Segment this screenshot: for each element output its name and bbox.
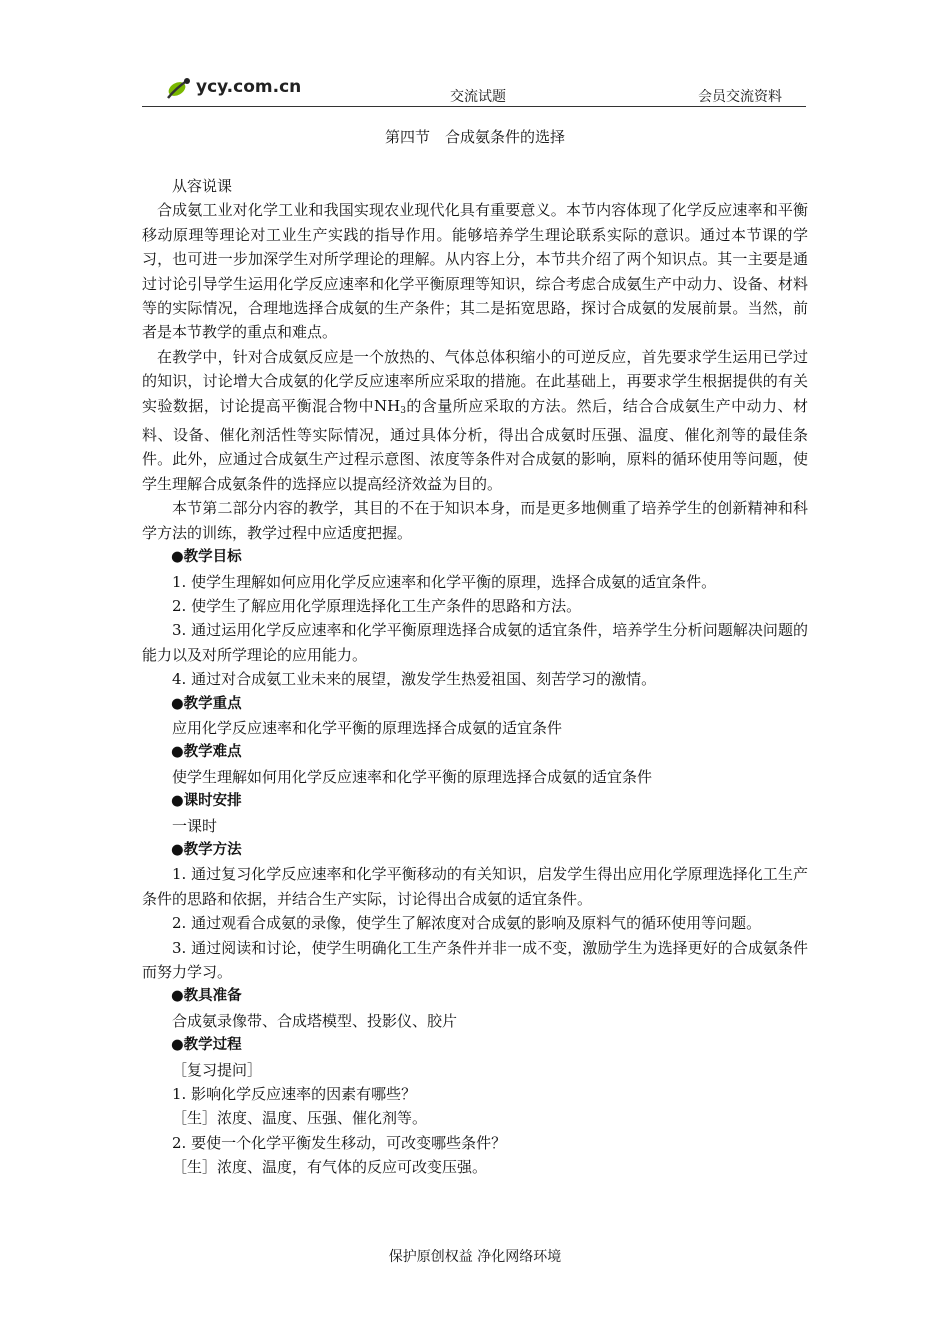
page-footer: 保护原创权益 净化网络环境 [388, 1249, 562, 1265]
question-item: 1. 影响化学反应速率的因素有哪些？ [172, 1085, 417, 1104]
method-item: 3. 通过阅读和讨论，使学生明确化工生产条件并非一成不变，激励学生为选择更好的合成氨条件而努力学习。 [142, 938, 808, 981]
difficulties-text: 使学生理解如何用化学反应速率和化学平衡的原理选择合成氨的适宜条件 [172, 767, 653, 786]
paragraph-1: 合成氨工业对化学工业和我国实现农业现代化具有重要意义。本节内容体现了化学反应速率和平衡移动原理等理论对工业生产实践的指导作用。能够培养学生理论联系实际的意识。通过本节课的学习，也可进一步加深学生对所学理论的理解。从内容上分，本节共介绍了两个知识点。其一主要是通过讨论引导学生运用化学反应速率和化学平衡原理等知识，综合考虑合成氨生产中动力、设备、材料等的实际情况，合理地选择合成氨的生产条件；其二是拓宽思路，探讨合成氨的发展前景。当然，前者是本节教学的重点和难点。 [142, 201, 808, 342]
heading-tools: ●教具准备 [171, 988, 242, 1005]
page-title: 第四节 合成氨条件的选择 [384, 128, 565, 146]
heading-goals: ●教学目标 [171, 549, 242, 566]
tools-text: 合成氨录像带、合成塔模型、投影仪、胶片 [172, 1011, 458, 1030]
answer-item: ［生］浓度、温度，有气体的反应可改变压强。 [172, 1158, 488, 1177]
paragraph-3: 本节第二部分内容的教学，其目的不在于知识本身，而是更多地侧重了培养学生的创新精神和科学方法的训练，教学过程中应适度把握。 [142, 499, 808, 542]
heading-process: ●教学过程 [171, 1037, 242, 1054]
answer-item: ［生］浓度、温度、压强、催化剂等。 [172, 1109, 428, 1128]
goal-item: 2. 使学生了解应用化学原理选择化工生产条件的思路和方法。 [172, 596, 582, 615]
site-logo[interactable] [164, 72, 301, 102]
heading-difficulties: ●教学难点 [171, 744, 242, 761]
key-points-text: 应用化学反应速率和化学平衡的原理选择合成氨的适宜条件 [172, 718, 563, 737]
review-label: ［复习提问］ [172, 1060, 263, 1079]
page-header [142, 60, 806, 107]
goal-item: 4. 通过对合成氨工业未来的展望，激发学生热爱祖国、刻苦学习的激情。 [172, 670, 657, 689]
document-body [142, 174, 808, 1180]
method-item: 2. 通过观看合成氨的录像，使学生了解浓度对合成氨的影响及原料气的循环使用等问题。 [172, 914, 762, 933]
leaf-logo-icon [164, 72, 194, 102]
schedule-text: 一课时 [172, 816, 218, 835]
question-item: 2. 要使一个化学平衡发生移动，可改变哪些条件？ [172, 1133, 507, 1152]
nav-link-exchange-tests[interactable]: 交流试题 [450, 89, 506, 105]
heading-key-points: ●教学重点 [171, 695, 242, 712]
method-item: 1. 通过复习化学反应速率和化学平衡移动的有关知识，启发学生得出应用化学原理选择化工生产条件的思路和依据，并结合生产实际，讨论得出合成氨的适宜条件。 [142, 865, 808, 908]
nav-link-member-materials[interactable]: 会员交流资料 [698, 89, 782, 105]
logo-text: ycy.com.cn [196, 77, 302, 97]
heading-methods: ●教学方法 [171, 841, 242, 858]
intro-label: 从容说课 [172, 177, 233, 195]
paragraph-2: 在教学中，针对合成氨反应是一个放热的、气体总体积缩小的可逆反应，首先要求学生运用已学过的知识，讨论增大合成氨的化学反应速率所应采取的措施。在此基础上，再要求学生根据提供的有关实验数据，讨论提高平衡混合物中$NH_3$的含量所应采取的方法。然后，结合合成氨生产中动力、材料、设备、催化剂活性等实际情况，通过具体分析，得出合成氨时压强、温度、催化剂等的最佳条件。此外，应通过合成氨生产过程示意图、浓度等条件对合成氨的影响，原料的循环使用等问题，使学生理解合成氨条件的选择应以提高经济效益为目的。 [142, 347, 808, 493]
heading-schedule: ●课时安排 [171, 793, 242, 810]
goal-item: 3. 通过运用化学反应速率和化学平衡原理选择合成氨的适宜条件，培养学生分析问题解决问题的能力以及对所学理论的应用能力。 [142, 621, 808, 664]
formula-nh3: $NH_3$ [373, 396, 406, 416]
goal-item: 1. 使学生理解如何应用化学反应速率和化学平衡的原理，选择合成氨的适宜条件。 [172, 572, 717, 591]
